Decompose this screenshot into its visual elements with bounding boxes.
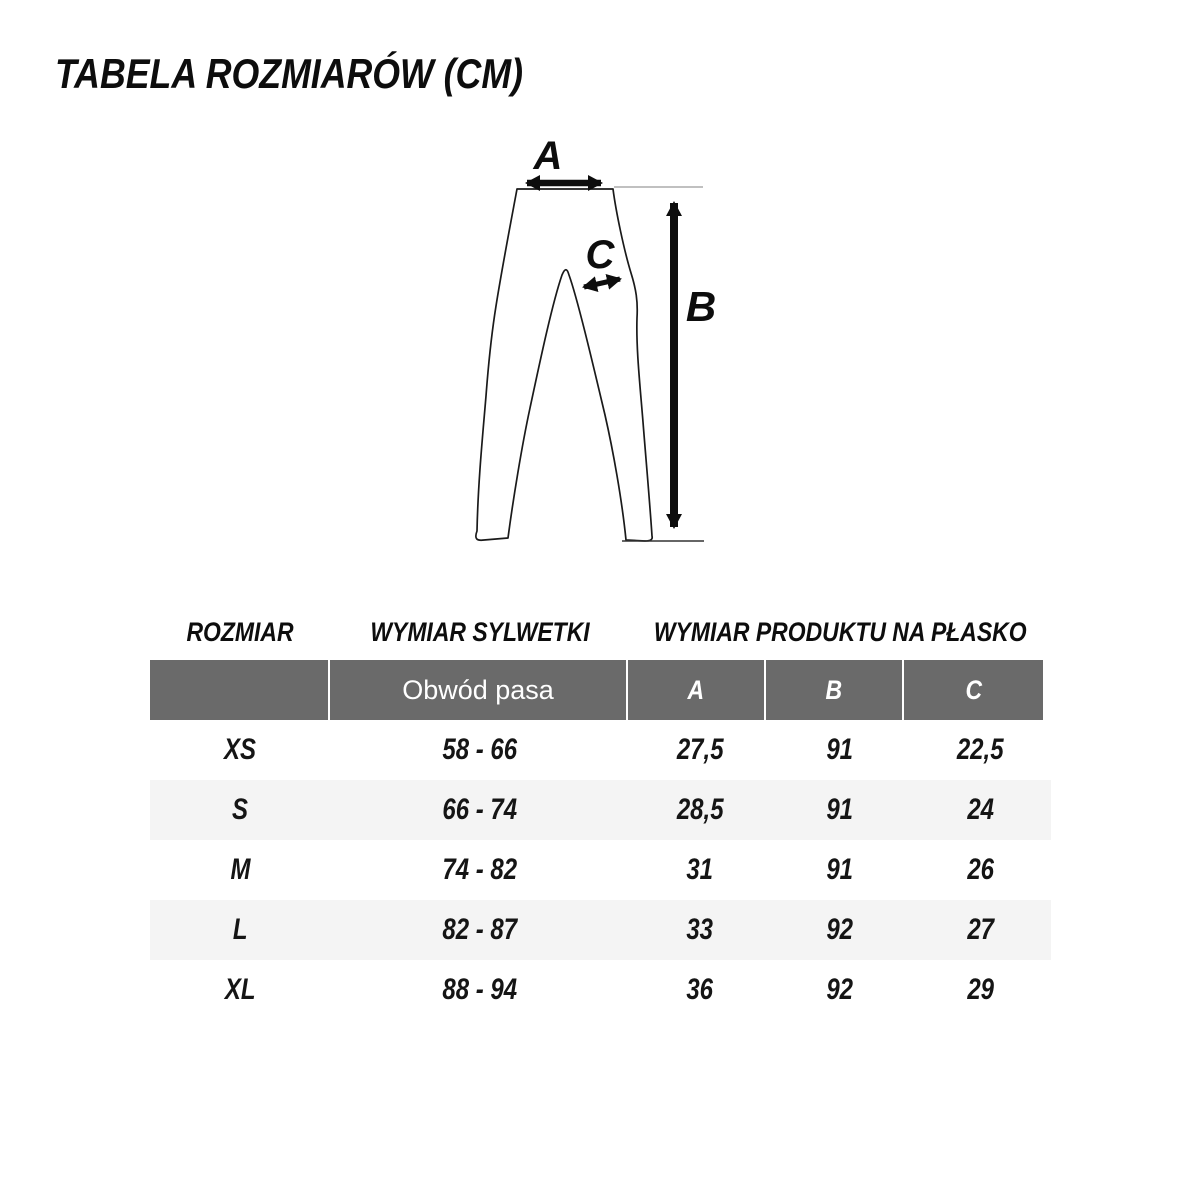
table-row-xl xyxy=(150,960,1051,1020)
b-value: 91 xyxy=(826,853,854,886)
pants-diagram xyxy=(440,125,770,585)
pants-diagram-svg xyxy=(440,125,770,585)
c-value: 27 xyxy=(967,913,994,946)
subheader-waist: Obwód pasa xyxy=(330,660,628,720)
diagram-label-c: C xyxy=(585,233,615,277)
pants-outline xyxy=(476,189,652,541)
size-value: S xyxy=(231,793,248,826)
c-value: 22,5 xyxy=(957,733,1004,766)
subheader-size-empty xyxy=(150,660,330,720)
column-group-header-rozmiar: ROZMIAR xyxy=(186,617,294,647)
b-value: 91 xyxy=(826,733,854,766)
b-value: 92 xyxy=(826,973,854,1006)
c-value: 26 xyxy=(967,853,994,886)
a-value: 36 xyxy=(686,973,714,1006)
size-value: XS xyxy=(223,733,257,766)
subheader-b: B xyxy=(766,660,904,720)
subheader-c: C xyxy=(904,660,1043,720)
size-value: M xyxy=(230,853,250,886)
table-subheader-row xyxy=(150,660,1051,720)
b-value: 91 xyxy=(826,793,854,826)
page-title-text: TABELA ROZMIARÓW (CM) xyxy=(55,50,523,97)
waist-value: 58 - 66 xyxy=(442,733,518,766)
a-value: 28,5 xyxy=(676,793,724,826)
waist-value: 82 - 87 xyxy=(442,913,518,946)
table-row-s xyxy=(150,780,1051,840)
diagram-label-a: A xyxy=(533,134,563,178)
size-value: XL xyxy=(224,973,256,1006)
a-value: 31 xyxy=(686,853,714,886)
a-value: 27,5 xyxy=(676,733,724,766)
diagram-label-b: B xyxy=(685,283,717,330)
column-group-header-wymiar-produktu: WYMIAR PRODUKTU NA PŁASKO xyxy=(654,617,1027,647)
column-group-header-wymiar-sylwetki: WYMIAR SYLWETKI xyxy=(370,617,590,647)
waist-value: 66 - 74 xyxy=(442,793,518,826)
subheader-a: A xyxy=(628,660,766,720)
b-value: 92 xyxy=(826,913,854,946)
a-value: 33 xyxy=(686,913,714,946)
table-row-m xyxy=(150,840,1051,900)
c-value: 29 xyxy=(967,973,994,1006)
size-value: L xyxy=(232,913,248,946)
page-title xyxy=(55,50,606,97)
c-value: 24 xyxy=(967,793,994,826)
table-row-xs xyxy=(150,720,1051,780)
waist-value: 74 - 82 xyxy=(442,853,518,886)
waist-value: 88 - 94 xyxy=(442,973,518,1006)
table-row-l xyxy=(150,900,1051,960)
